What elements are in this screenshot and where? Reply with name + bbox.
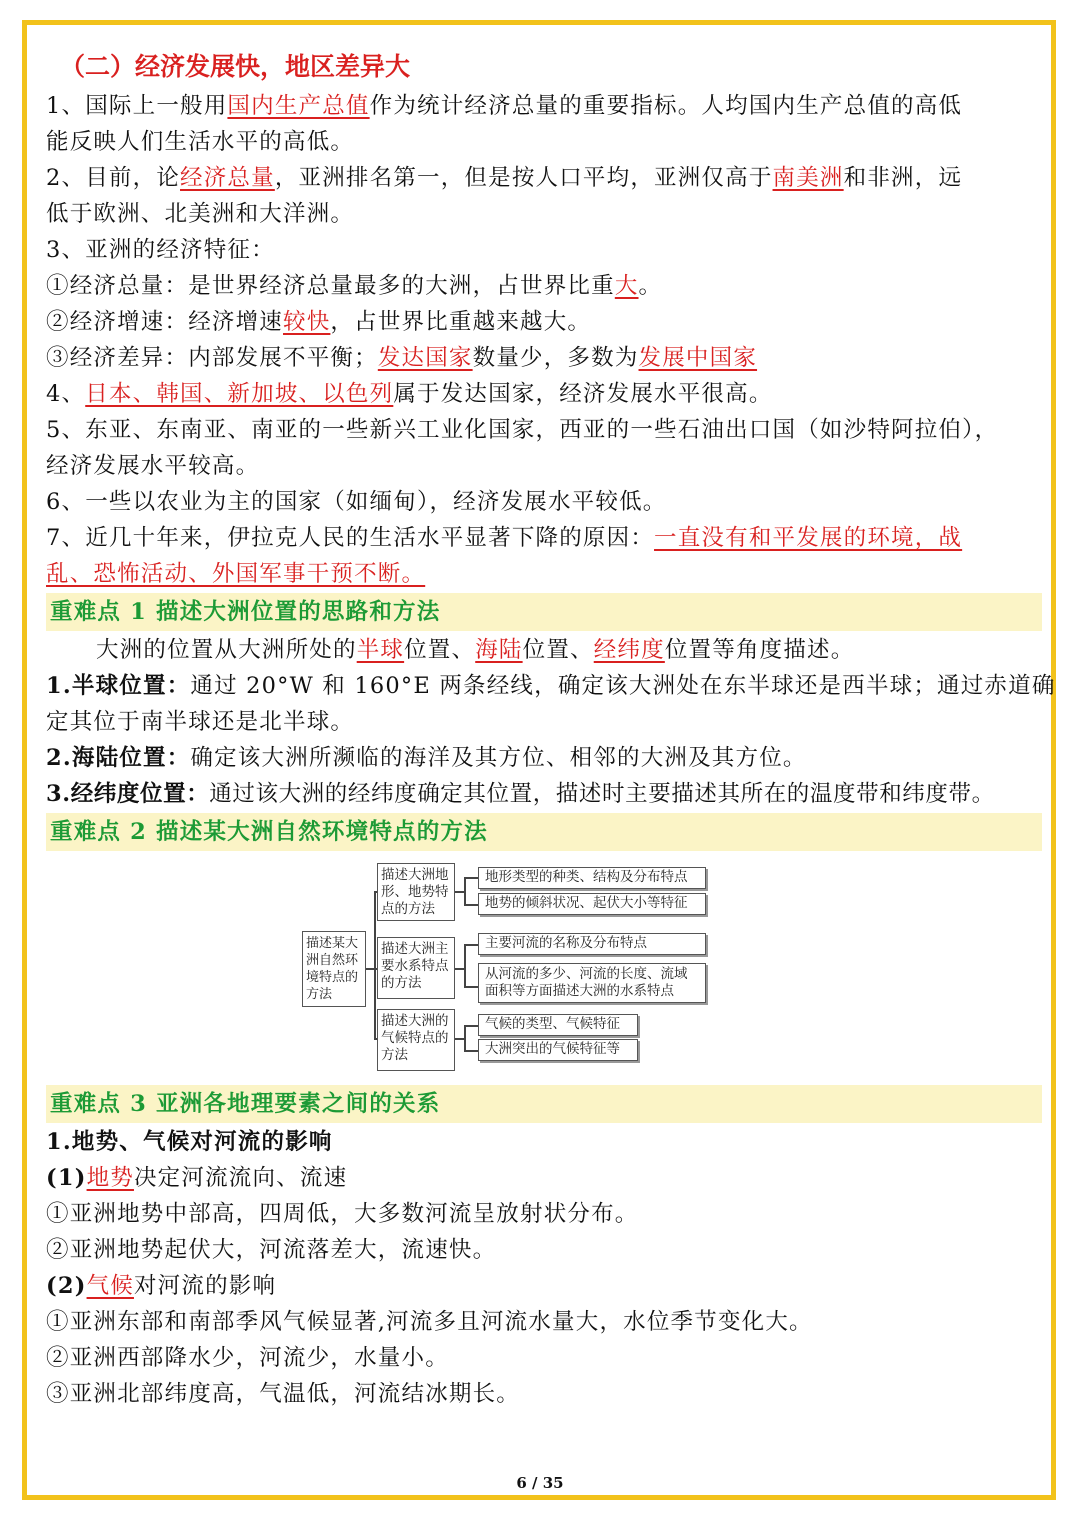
key-1-item-3: 3.经纬度位置：通过该大洲的经纬度确定其位置，描述时主要描述其所在的温度带和纬度带。 (46, 781, 995, 807)
connector (464, 1025, 466, 1051)
point-2: 2、目前，论经济总量，亚洲排名第一，但是按人口平均，亚洲仅高于南美洲和非洲，远 (46, 165, 963, 191)
diagram-item-water-1: 主要河流的名称及分布特点 (478, 933, 706, 955)
key-point-2-heading: 重难点 2 描述某大洲自然环境特点的方法 (46, 813, 1042, 851)
diagram-item-climate-1: 气候的类型、气候特征 (478, 1014, 638, 1036)
connector (464, 944, 478, 946)
point-3: 3、亚洲的经济特征： (46, 237, 275, 263)
key-1-item-1: 1.半球位置：通过 20°W 和 160°E 两条经线，确定该大洲处在东半球还是西半球；通过赤道确 (46, 673, 1056, 699)
point-3-2: ②经济增速：经济增速较快，占世界比重越来越大。 (46, 309, 592, 335)
point-6: 6、一些以农业为主的国家（如缅甸），经济发展水平较低。 (46, 489, 667, 515)
diagram-branch-climate: 描述大洲的气候特点的方法 (377, 1009, 455, 1071)
point-3-3: ③经济差异：内部发展不平衡；发达国家数量少，多数为发展中国家 (46, 345, 758, 371)
diagram-item-terrain-2: 地势的倾斜状况、起伏大小等特征 (478, 893, 706, 915)
connector (464, 877, 466, 905)
connector (464, 877, 478, 879)
diagram-item-water-2: 从河流的多少、河流的长度、流域面积等方面描述大洲的水系特点 (478, 963, 706, 1003)
key-3-sub-1a-item-2: ②亚洲地势起伏大，河流落差大，流速快。 (46, 1237, 497, 1263)
connector (464, 1025, 478, 1027)
connector (374, 891, 376, 1039)
point-4: 4、日本、韩国、新加坡、以色列属于发达国家，经济发展水平很高。 (46, 381, 773, 407)
point-3-1: ①经济总量：是世界经济总量最多的大洲，占世界比重大。 (46, 273, 663, 299)
key-1-intro: 大洲的位置从大洲所处的半球位置、海陆位置、经纬度位置等角度描述。 (96, 637, 855, 663)
diagram-item-terrain-1: 地形类型的种类、结构及分布特点 (478, 867, 706, 889)
diagram-branch-terrain: 描述大洲地形、地势特点的方法 (377, 863, 455, 921)
point-7: 7、近几十年来，伊拉克人民的生活水平显著下降的原因：一直没有和平发展的环境，战 (46, 525, 963, 551)
method-diagram (46, 861, 1036, 1083)
connector (464, 986, 478, 988)
connector (464, 904, 478, 906)
diagram-item-climate-2: 大洲突出的气候特征等 (478, 1039, 638, 1061)
point-7-cont: 乱、恐怖活动、外国军事干预不断。 (46, 561, 426, 587)
point-5-cont: 经济发展水平较高。 (46, 453, 260, 479)
point-2-cont: 低于欧洲、北美洲和大洋洲。 (46, 201, 355, 227)
diagram-branch-water: 描述大洲主要水系特点的方法 (377, 937, 455, 999)
point-5: 5、东亚、东南亚、南亚的一些新兴工业化国家，西亚的一些石油出口国（如沙特阿拉伯）， (46, 417, 999, 443)
key-1-item-2: 2.海陆位置：确定该大洲所濒临的海洋及其方位、相邻的大洲及其方位。 (46, 745, 807, 771)
key-1-item-1-cont: 定其位于南半球还是北半球。 (46, 709, 355, 735)
page-content (46, 46, 1056, 1412)
key-point-1-heading: 重难点 1 描述大洲位置的思路和方法 (46, 593, 1042, 631)
section-title: （二）经济发展快，地区差异大 (60, 52, 411, 81)
diagram-root-box: 描述某大洲自然环境特点的方法 (302, 931, 366, 1007)
connector (464, 1050, 478, 1052)
point-1-cont: 能反映人们生活水平的高低。 (46, 129, 355, 155)
key-3-sub-1b: (2)气候对河流的影响 (46, 1273, 277, 1299)
key-3-sub-1b-item-1: ①亚洲东部和南部季风气候显著,河流多且河流水量大，水位季节变化大。 (46, 1309, 813, 1335)
key-3-sub-1b-item-2: ②亚洲西部降水少，河流少，水量小。 (46, 1345, 449, 1371)
key-3-sub-1: 1.地势、气候对河流的影响 (46, 1129, 333, 1155)
page-number: 6 / 35 (516, 1474, 564, 1492)
key-3-sub-1b-item-3: ③亚洲北部纬度高，气温低，河流结冰期长。 (46, 1381, 521, 1407)
connector (464, 944, 466, 987)
key-3-sub-1a: (1)地势决定河流流向、流速 (46, 1165, 348, 1191)
point-1: 1、国际上一般用国内生产总值作为统计经济总量的重要指标。人均国内生产总值的高低 (46, 93, 963, 119)
key-3-sub-1a-item-1: ①亚洲地势中部高，四周低，大多数河流呈放射状分布。 (46, 1201, 639, 1227)
key-point-3-heading: 重难点 3 亚洲各地理要素之间的关系 (46, 1085, 1042, 1123)
